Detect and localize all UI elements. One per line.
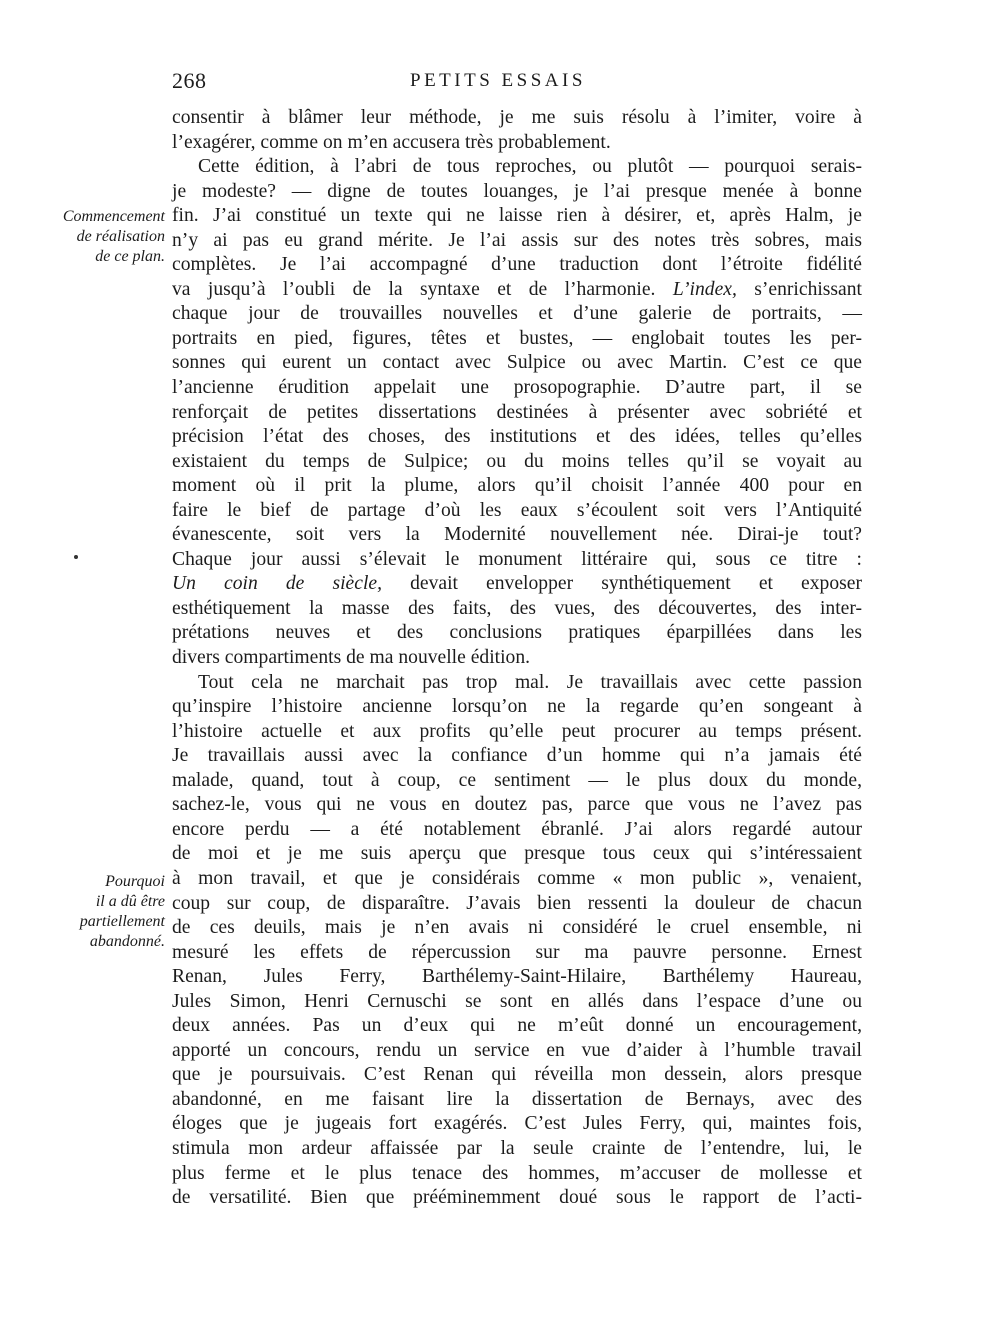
margin-note-line: abandonné. bbox=[89, 933, 165, 950]
text-line: faire le bief de partage d’où les eaux s’écoulent soit vers l’Antiquité bbox=[172, 499, 862, 521]
body-text bbox=[172, 106, 862, 1211]
margin-note-line: Commencement bbox=[62, 208, 165, 225]
margin-note-pourquoi bbox=[5, 872, 165, 952]
text-line: l’exagérer, comme on m’en accusera très probablement. bbox=[172, 131, 611, 153]
running-head: PETITS ESSAIS bbox=[410, 70, 586, 91]
text-line: fin. J’ai constitué un texte qui ne laisse rien à désirer, et, après Halm, je bbox=[172, 205, 862, 227]
text-line: malade, quand, tout à coup, ce sentiment — le plus doux du monde, bbox=[172, 769, 862, 791]
text-line: de moi et je me suis aperçu que presque tous ceux qui s’intéressaient bbox=[172, 843, 862, 865]
text-line: encore perdu — a été notablement ébranlé. J’ai alors regardé autour bbox=[172, 818, 862, 840]
margin-note-line: partiellement bbox=[79, 913, 165, 930]
text-line: va jusqu’à l’oubli de la syntaxe et de l’harmonie. L’index, s’enrichissant bbox=[172, 278, 862, 300]
text-line: consentir à blâmer leur méthode, je me suis résolu à l’imiter, voire à bbox=[172, 107, 862, 128]
text-line: n’y ai pas eu grand mérite. Je l’ai assis sur des notes très sobres, mais bbox=[172, 229, 862, 251]
text-line: Jules Simon, Henri Cernuschi se sont en allés dans l’espace d’une ou bbox=[172, 990, 862, 1012]
text-line: de versatilité. Bien que prééminemment doué sous le rapport de l’acti- bbox=[172, 1187, 862, 1209]
text-line: mesuré les effets de répercussion sur ma pauvre personne. Ernest bbox=[172, 941, 862, 963]
text-line: Cette édition, à l’abri de tous reproches, ou plutôt — pourquoi serais- bbox=[198, 156, 862, 178]
text-line: plus ferme et le plus tenace des hommes, m’accuser de mollesse et bbox=[172, 1162, 862, 1184]
text-line: sonnes qui eurent un contact avec Sulpice ou avec Martin. C’est ce que bbox=[172, 352, 862, 374]
margin-note-line: Pourquoi bbox=[105, 873, 165, 890]
text-line: esthétiquement la masse des faits, des vues, des découvertes, des inter- bbox=[172, 597, 862, 619]
text-line: renforçait de petites dissertations destinées à présenter avec sobriété et bbox=[172, 401, 862, 423]
italic-fragment: L’index, bbox=[672, 278, 737, 300]
text-line: qu’inspire l’histoire ancienne lorsqu’on ne la regarde qu’en songeant à bbox=[172, 696, 862, 718]
text-line: à mon travail, et que je considérais comme « mon public », venaient, bbox=[172, 867, 862, 889]
margin-note-line: de ce plan. bbox=[95, 248, 165, 265]
margin-note-commencement bbox=[5, 207, 165, 267]
text-line: l’ancienne érudition appelait une prosopographie. D’autre part, il se bbox=[172, 377, 862, 399]
text-line: Je travaillais aussi avec la confiance d’un homme qui n’a jamais été bbox=[172, 745, 862, 767]
text-line: coup sur coup, de disparaître. J’avais bien ressenti la douleur de chacun bbox=[172, 892, 862, 914]
text-line: que je poursuivais. C’est Renan qui réveilla mon dessein, alors presque bbox=[172, 1064, 862, 1086]
margin-note-line: il a dû être bbox=[95, 893, 165, 910]
text-line: chaque jour de trouvailles nouvelles et d’une galerie de portraits, — bbox=[172, 303, 862, 325]
text-line: prétations neuves et des conclusions pratiques éparpillées dans les bbox=[172, 622, 862, 644]
ink-speck bbox=[74, 555, 78, 559]
text-line: de ces deuils, mais je n’en avais ni considéré le cruel ensemble, ni bbox=[172, 917, 862, 939]
page-number: 268 bbox=[172, 68, 207, 93]
text-line: portraits en pied, figures, têtes et bustes, — englobait toutes les per- bbox=[172, 327, 862, 349]
text-line: je modeste? — digne de toutes louanges, je l’ai presque menée à bonne bbox=[172, 180, 862, 202]
text-line: sachez-le, vous qui ne vous en doutez pas, parce que vous ne l’avez pas bbox=[172, 794, 862, 816]
text-line: Chaque jour aussi s’élevait le monument littéraire qui, sous ce titre : bbox=[172, 548, 862, 570]
text-line: stimula mon ardeur affaissée par la seule crainte de l’entendre, lui, le bbox=[172, 1137, 862, 1159]
margin-note-line: de réalisation bbox=[76, 228, 165, 245]
text-line: évanescente, soit vers la Modernité nouvellement née. Dirai-je tout? bbox=[172, 524, 862, 546]
text-line: l’histoire actuelle et aux profits qu’elle peut procurer au temps présent. bbox=[172, 720, 862, 742]
text-line: Renan, Jules Ferry, Barthélemy-Saint-Hilaire, Barthélemy Haureau, bbox=[172, 966, 862, 988]
text-line: Tout cela ne marchait pas trop mal. Je travaillais avec cette passion bbox=[198, 671, 862, 693]
text-line: existaient du temps de Sulpice; ou du moins telles qu’il se voyait au bbox=[172, 450, 862, 472]
text-line: éloges que je jugeais fort exagérés. C’est Jules Ferry, qui, maintes fois, bbox=[172, 1113, 862, 1135]
text-line: divers compartiments de ma nouvelle édition. bbox=[172, 647, 531, 669]
text-line: abandonné, en me faisant lire la dissertation de Bernays, avec des bbox=[172, 1088, 862, 1110]
text-line: moment où il prit la plume, alors qu’il choisit l’année 400 pour en bbox=[172, 475, 862, 497]
italic-fragment: Un coin de siècle, bbox=[172, 573, 382, 595]
text-line: complètes. Je l’ai accompagné d’une traduction dont l’étroite fidélité bbox=[172, 254, 862, 276]
text-line: apporté un concours, rendu un service en vue d’aider à l’humble travail bbox=[172, 1039, 862, 1061]
text-line: précision l’état des choses, des institutions et des idées, telles qu’elles bbox=[172, 426, 862, 448]
text-line: Un coin de siècle, devait envelopper synthétiquement et exposer bbox=[172, 573, 862, 595]
text-line: deux années. Pas un d’eux qui ne m’eût donné un encouragement, bbox=[172, 1015, 862, 1037]
